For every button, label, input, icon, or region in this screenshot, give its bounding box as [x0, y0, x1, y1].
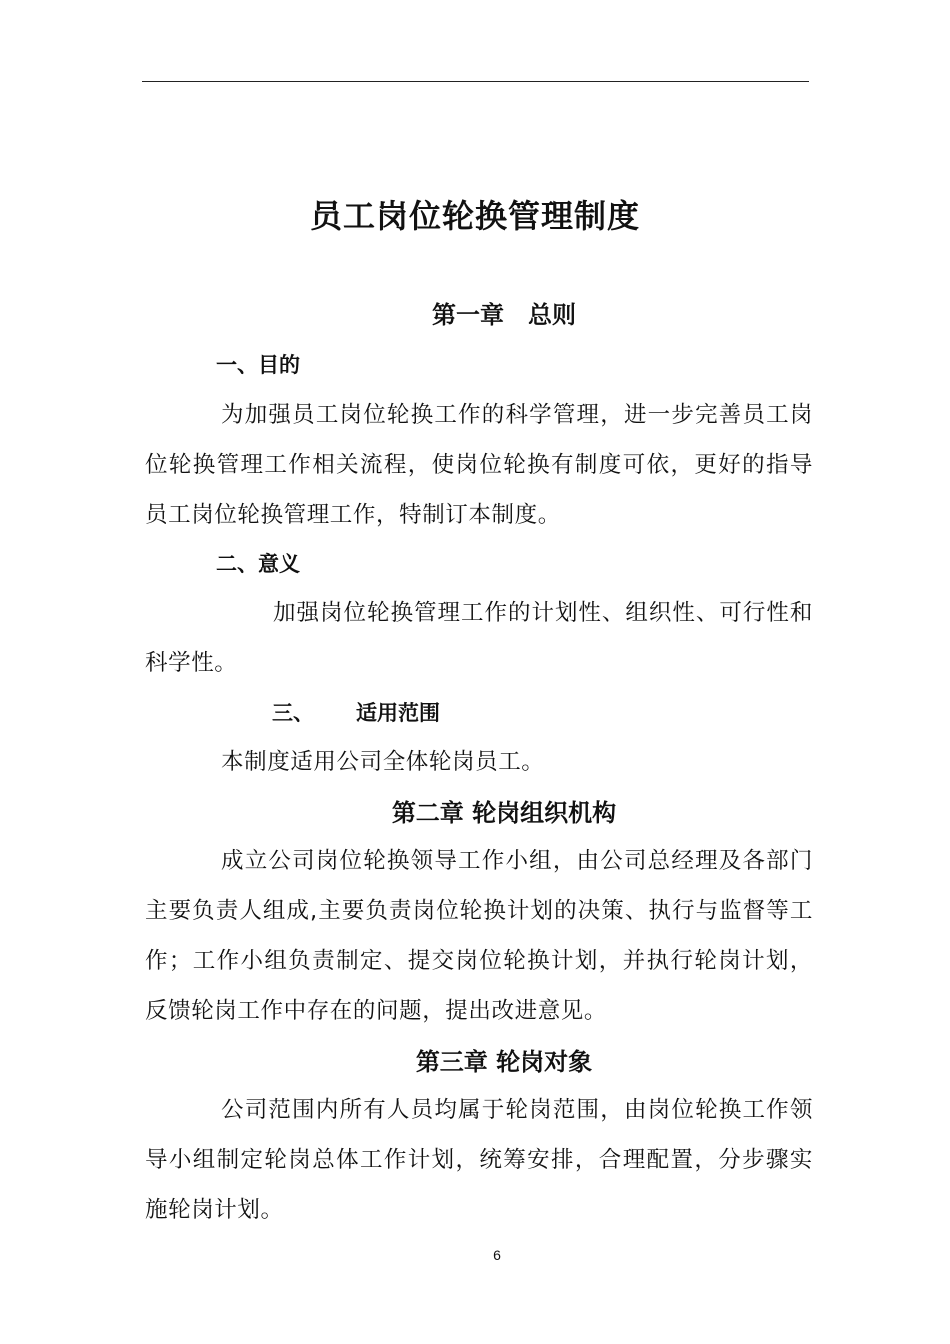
page-number: 6 [493, 1247, 501, 1263]
section-1-heading: 一、目的 [216, 353, 300, 377]
chapter-2-title: 第二章 轮岗组织机构 [391, 799, 617, 827]
chapter-3-title: 第三章 轮岗对象 [415, 1048, 593, 1076]
section-1-paragraph: 为加强员工岗位轮换工作的科学管理，进一步完善员工岗位轮换管理工作相关流程，使岗位轮换有制度可依，更好的指导员工岗位轮换管理工作，特制订本制度。 [145, 402, 813, 528]
section-2-paragraph: 加强岗位轮换管理工作的计划性、组织性、可行性和科学性。 [145, 600, 813, 676]
section-3-number: 三、 [272, 701, 314, 725]
section-2-heading: 二、意义 [216, 552, 300, 576]
header-rule [142, 81, 809, 82]
section-3-label: 适用范围 [356, 701, 440, 725]
chapter-1-title: 第一章 总则 [432, 301, 576, 329]
section-3-paragraph: 本制度适用公司全体轮岗员工。 [221, 749, 545, 775]
chapter-3-paragraph: 公司范围内所有人员均属于轮岗范围，由岗位轮换工作领导小组制定轮岗总体工作计划，统筹安排，合理配置，分步骤实施轮岗计划。 [145, 1097, 813, 1223]
document-title: 员工岗位轮换管理制度 [309, 197, 640, 235]
chapter-2-paragraph: 成立公司岗位轮换领导工作小组，由公司总经理及各部门主要负责人组成,主要负责岗位轮换计划的决策、执行与监督等工作；工作小组负责制定、提交岗位轮换计划，并执行轮岗计划，反馈轮岗工作中存在的问题，提出改进意见。 [145, 848, 813, 1024]
section-3-heading [272, 698, 440, 728]
